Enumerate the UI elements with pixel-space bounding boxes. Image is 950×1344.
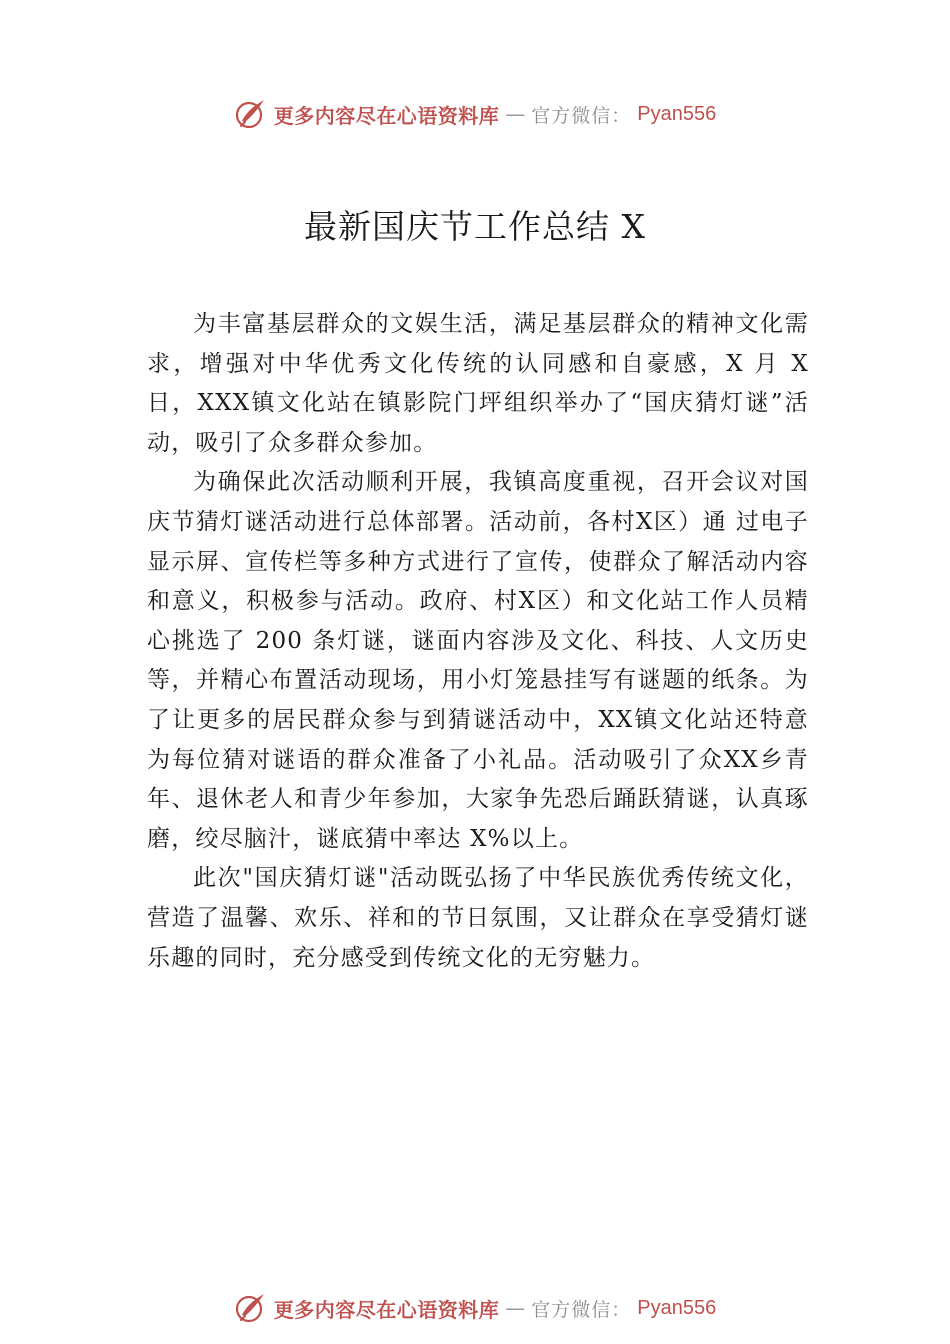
document-body bbox=[147, 305, 809, 978]
footer-watermark bbox=[0, 1288, 950, 1328]
document-title: 最新国庆节工作总结 X bbox=[304, 207, 646, 246]
paragraph-2: 为确保此次活动顺利开展，我镇高度重视，召开会议对国庆节猜灯谜活动进行总体部署。活动前，各村X区）通 过电子显示屏、宣传栏等多种方式进行了宣传，使群众了解活动内容和意义，积极参与活动。政府、村X区）和文化站工作人员精心挑选了 200 条灯谜，谜面内容涉及文化、科技、人文历史等，并精心布置活动现场，用小灯笼悬挂写有谜题的纸条。为了让更多的居民群众参与到猜谜活动中，XX镇文化站还特意为每位猜对谜语的群众准备了小礼品。活动吸引了众XX乡青年、退休老人和青少年参加，大家争先恐后踊跃猜谜，认真琢磨，绞尽脑汁，谜底猜中率达 X%以上。 bbox=[147, 469, 809, 852]
paragraph-1: 为丰富基层群众的文娱生活，满足基层群众的精神文化需求，增强对中华优秀文化传统的认同感和自豪感，X 月 X 日，XXX镇文化站在镇影院门坪组织举办了“国庆猜灯谜”活动，吸引了众多群众参加。 bbox=[147, 311, 809, 456]
quill-seal-icon bbox=[234, 1291, 268, 1325]
header-watermark bbox=[0, 94, 950, 134]
watermark-label: 官方微信： bbox=[531, 104, 632, 127]
paragraph-3: 此次"国庆猜灯谜"活动既弘扬了中华民族优秀传统文化，营造了温馨、欢乐、祥和的节日氛围，又让群众在享受猜灯谜乐趣的同时，充分感受到传统文化的无穷魅力。 bbox=[147, 865, 809, 971]
watermark-separator: — bbox=[505, 1296, 526, 1320]
watermark-wechat-id: Pyan556 bbox=[637, 102, 717, 125]
watermark-label: 官方微信： bbox=[531, 1298, 632, 1321]
quill-seal-icon bbox=[234, 97, 268, 131]
watermark-separator: — bbox=[505, 102, 526, 126]
watermark-brand: 更多内容尽在心语资料库 bbox=[273, 1297, 500, 1322]
watermark-wechat-id: Pyan556 bbox=[637, 1296, 717, 1319]
watermark-brand: 更多内容尽在心语资料库 bbox=[273, 103, 500, 128]
